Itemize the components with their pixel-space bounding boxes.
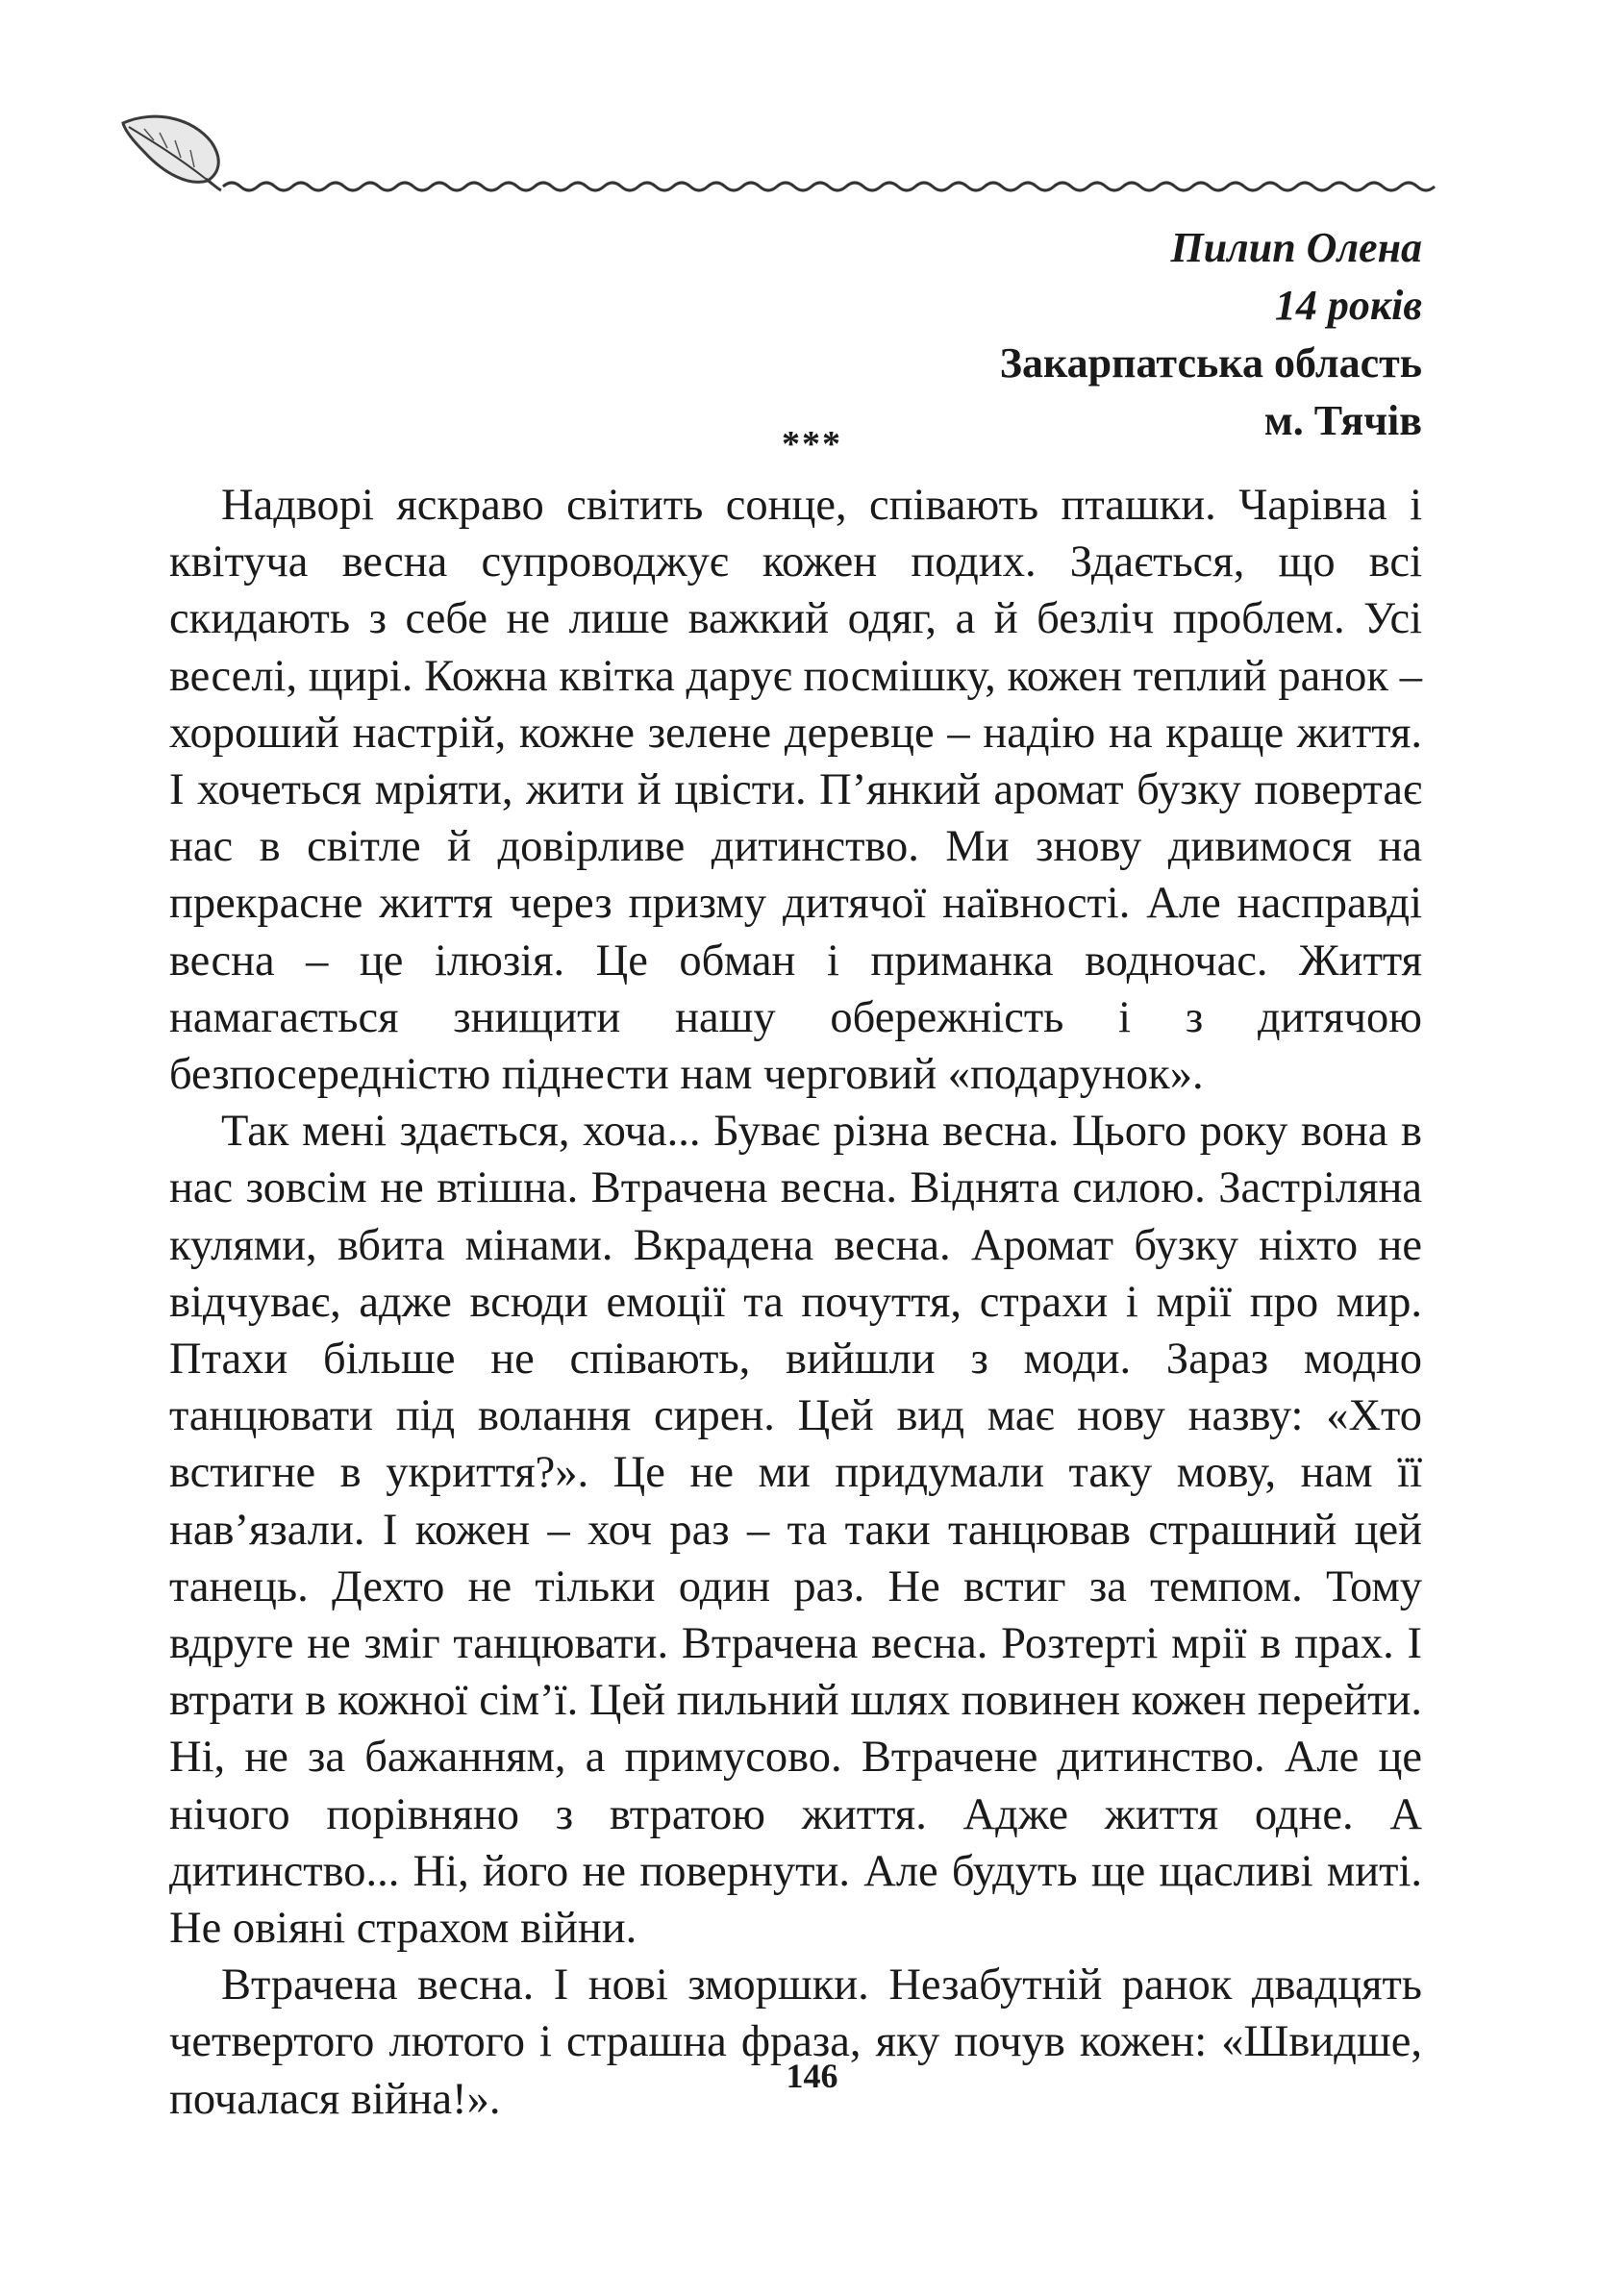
author-city: м. Тячів <box>1263 397 1422 444</box>
wavy-divider <box>223 183 1435 190</box>
paragraph: Втрачена весна. І нові зморшки. Незабутній ранок двадцять четвертого лютого і страшна фраза, яку почув кожен: «Швидше, почалася війна!». <box>169 1960 1422 2124</box>
author-age: 14 років <box>1274 282 1422 329</box>
paragraph: Надворі яскраво світить сонце, співають пташки. Чарівна і квітуча весна супроводжує кожен подих. Здається, що всі скидають з себе не лише важкий одяг, а й безліч проблем. Усі веселі, щирі. Кожна квітка дарує посмішку, кожен теплий ранок – хороший настрій, кожне зелене деревце – надію на краще життя. І хочеться мріяти, жити й цвісти. П’янкий аромат бузку повертає нас в світле й довірливе дитинство. Ми знову дивимося на прекрасне життя через призму дитячої наївності. Але насправді весна – це ілюзія. Це обман і приманка водночас. Життя намагається знищити нашу обережність і з дитячою безпосередністю піднести нам черговий «подарунок». <box>169 481 1422 1100</box>
page-number: 146 <box>786 2057 838 2095</box>
feather-quill-icon <box>123 116 221 190</box>
paragraph: Так мені здається, хоча... Буває різна весна. Цього року вона в нас зовсім не втішна. Втрачена весна. Віднята силою. Застріляна кулями, вбита мінами. Вкрадена весна. Аромат бузку ніхто не відчуває, адже всюди емоції та почуття, страхи і мрії про мир. Птахи більше не співають, вийшли з моди. Зараз модно танцювати під волання сирен. Цей вид має нову назву: «Хто встигне в укриття?». Це не ми придумали таку мову, нам її нав’язали. І кожен – хоч раз – та таки танцював страшний цей танець. Дехто не тільки один раз. Не встиг за темпом. Тому вдруге не зміг танцювати. Втрачена весна. Розтерті мрії в прах. І втрати в кожної сім’ї. Цей пильний шлях повинен кожен перейти. Ні, не за бажанням, а примусово. Втрачене дитинство. Але це нічого порівняно з втратою життя. Адже життя одне. А дитинство... Ні, його не повернути. Але будуть ще щасливі миті. Не овіяні страхом війни. <box>169 1107 1422 1954</box>
author-name: Пилип Олена <box>1170 224 1422 271</box>
header-ornament <box>115 104 1442 210</box>
essay-body <box>169 477 1422 2128</box>
section-separator: *** <box>782 424 842 464</box>
author-region: Закарпатська область <box>999 339 1422 387</box>
author-block <box>1000 219 1422 450</box>
